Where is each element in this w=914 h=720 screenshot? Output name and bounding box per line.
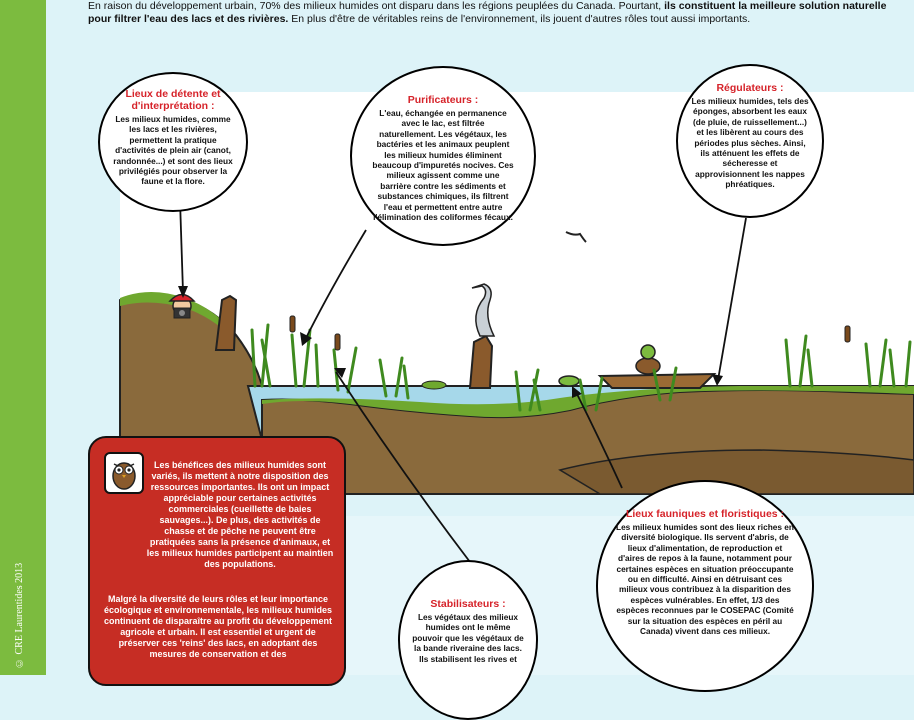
bubble-purificateurs-title: Purificateurs : bbox=[407, 94, 479, 106]
bubble-regulateurs-title: Régulateurs : bbox=[716, 82, 784, 94]
photographer bbox=[170, 295, 194, 319]
bubble-fauniques bbox=[596, 480, 814, 692]
intro-text-2: En plus d'être de véritables reins de l'environnement, ils jouent d'autres rôles tout aussi importants. bbox=[288, 13, 751, 25]
intro-text-1: En raison du développement urbain, 70% des milieux humides ont disparu dans les régions peuplées du Canada. Pourtant, bbox=[88, 0, 665, 12]
stump-middle bbox=[470, 336, 492, 388]
bubble-stabilisateurs-text: Les végétaux des milieux humides ont le même pouvoir que les végétaux de la bande riveraine des lacs. Ils stabilisent les rives et bbox=[412, 612, 524, 664]
frog bbox=[559, 376, 579, 386]
lily-pad bbox=[422, 381, 446, 389]
bubble-stabilisateurs-title: Stabilisateurs : bbox=[430, 598, 506, 610]
bubble-stabilisateurs bbox=[398, 560, 538, 720]
bubble-detente-text: Les milieux humides, comme les lacs et les rivières, permettent la pratique d'activités de plein air (canot, randonnée...) et sont des lieux privilégiés pour observer la faune et la flore. bbox=[113, 114, 233, 187]
bubble-regulateurs bbox=[676, 64, 824, 218]
copyright-credit: © CRE Laurentides 2013 bbox=[14, 562, 25, 668]
bubble-detente-title: Lieux de détente et d'interprétation : bbox=[125, 88, 221, 112]
infobox-paragraph-1: Les bénéfices des milieux humides sont variés, ils mettent à notre disposition des ressources importantes. Ils ont un impact appréciable pour certaines activités commerciales (cueillette de baies sauvages...). De plus, des activités de chasse et de pêche ne peuvent être pratiquées sans la présence d'animaux, et les milieux humides participent au maintien des populations. bbox=[146, 460, 334, 569]
infobox-paragraph-2: Malgré la diversité de leurs rôles et leur importance écologique et environnementale, les milieux humides continuent de disparaître au profit du développement agricole et urbain. Il est essentiel et urgent de préserver ces 'reins' des lacs, en adoptant des mesures de conservation et des bbox=[103, 594, 333, 659]
bubble-purificateurs bbox=[350, 66, 536, 246]
bubble-regulateurs-text: Les milieux humides, tels des éponges, absorbent les eaux (de pluie, de ruissellement...) et les libèrent au cours des périodes plus sèches. Ainsi, ils atténuent les effets de sécheresse et approvisionnent les nappes phréatiques. bbox=[691, 96, 809, 190]
benefits-infobox bbox=[88, 436, 346, 686]
bubble-fauniques-text: Les milieux humides sont des lieux riches en diversité biologique. Ils servent d'abris, de lieux d'alimentation, de reproduction et d'aires de repos à la faune, notamment pour certaines espèces en situation préoccupante ou en difficulté. Ainsi en détruisant ces milieux vous contribuez à la disparition des espèces vulnérables. En effet, 1/3 des espèces reconnues par le COSEPAC (Comité sur la situation des espèces en péril au Canada) vivent dans ces milieux. bbox=[616, 522, 794, 637]
intro-text-bold: ils constituent la meilleure solution naturelle pour filtrer l'eau des lacs et des rivières. bbox=[88, 0, 887, 25]
bubble-detente bbox=[98, 72, 248, 212]
bubble-purificateurs-text: L'eau, échangée en permanence avec le lac, est filtrée naturellement. Les végétaux, les bactéries et les animaux peuplent les milieux humides éliminent beaucoup d'impuretés nocives. Ces milieux agissent comme une barrière contre les sédiments et substances chimiques, ils filtrent l'eau et permettent entre autre l'élimination des coliformes fécaux. bbox=[372, 108, 514, 223]
bubble-fauniques-title: Lieux fauniques et floristiques : bbox=[625, 508, 785, 520]
